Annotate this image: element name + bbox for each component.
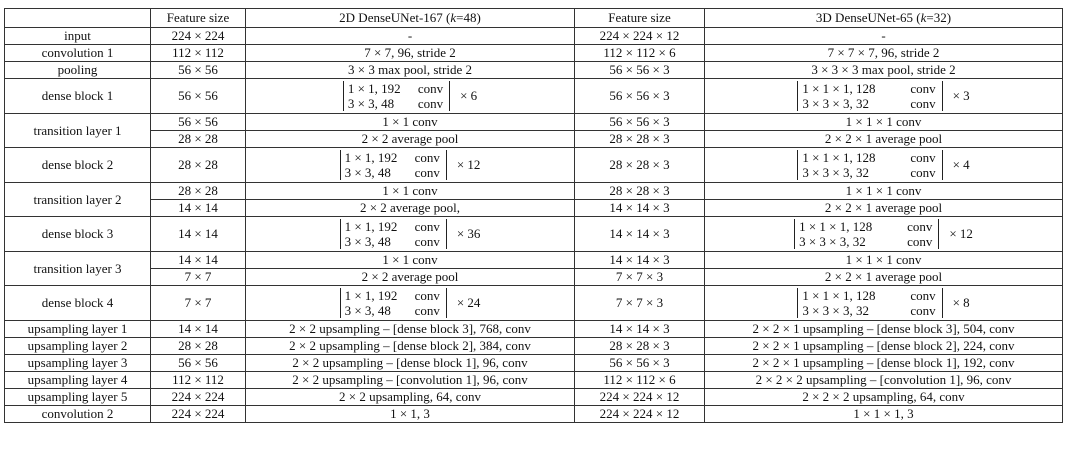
table-row bbox=[5, 183, 1063, 200]
feature-size-3d: 56 × 56 × 3 bbox=[575, 62, 705, 79]
table-row bbox=[5, 321, 1063, 338]
feature-size-2d: 14 × 14 bbox=[151, 321, 246, 338]
feature-size-2d: 56 × 56 bbox=[151, 355, 246, 372]
matrix-line-1: 1 × 1 × 1, 128 bbox=[802, 150, 876, 165]
matrix-line-2: 3 × 3, 48 bbox=[344, 303, 391, 318]
config-3d: - bbox=[705, 28, 1063, 45]
config-2d: 1 × 1, 3 bbox=[246, 406, 575, 423]
matrix-bracket bbox=[340, 150, 447, 180]
repeat-count: × 6 bbox=[460, 88, 478, 103]
header-2d-suffix: =48) bbox=[456, 10, 481, 25]
feature-size-3d: 224 × 224 × 12 bbox=[575, 28, 705, 45]
matrix-line-1: 1 × 1, 192 bbox=[344, 288, 398, 303]
feature-size-3d: 14 × 14 × 3 bbox=[575, 321, 705, 338]
dense-block-matrix-2d bbox=[340, 288, 481, 318]
layer-name: dense block 4 bbox=[5, 286, 151, 321]
config-2d: 1 × 1 conv bbox=[246, 183, 575, 200]
dense-block-matrix-3d bbox=[797, 288, 969, 318]
dense-block-matrix-2d bbox=[343, 81, 477, 111]
feature-size-2d: 28 × 28 bbox=[151, 131, 246, 148]
feature-size-2d: 56 × 56 bbox=[151, 79, 246, 114]
feature-size-3d: 56 × 56 × 3 bbox=[575, 355, 705, 372]
feature-size-2d: 28 × 28 bbox=[151, 148, 246, 183]
feature-size-3d: 112 × 112 × 6 bbox=[575, 372, 705, 389]
table-row bbox=[5, 79, 1063, 114]
layer-name: transition layer 1 bbox=[5, 114, 151, 148]
feature-size-3d: 14 × 14 × 3 bbox=[575, 252, 705, 269]
matrix-bracket bbox=[797, 288, 942, 318]
feature-size-2d: 56 × 56 bbox=[151, 62, 246, 79]
repeat-count: × 4 bbox=[952, 157, 970, 172]
feature-size-2d: 14 × 14 bbox=[151, 252, 246, 269]
layer-name: transition layer 3 bbox=[5, 252, 151, 286]
repeat-count: × 3 bbox=[952, 88, 970, 103]
header-3d-densenet bbox=[705, 9, 1063, 28]
config-3d: 7 × 7 × 7, 96, stride 2 bbox=[705, 45, 1063, 62]
config-3d bbox=[705, 148, 1063, 183]
table-row bbox=[5, 28, 1063, 45]
config-3d: 2 × 2 × 1 average pool bbox=[705, 200, 1063, 217]
layer-name: transition layer 2 bbox=[5, 183, 151, 217]
layer-name: upsampling layer 3 bbox=[5, 355, 151, 372]
table-row bbox=[5, 269, 1063, 286]
matrix-bracket bbox=[340, 219, 447, 249]
layer-name: convolution 1 bbox=[5, 45, 151, 62]
header-row bbox=[5, 9, 1063, 28]
conv-label: conv bbox=[414, 219, 440, 234]
conv-label: conv bbox=[907, 234, 933, 249]
feature-size-3d: 28 × 28 × 3 bbox=[575, 148, 705, 183]
matrix-line-2: 3 × 3 × 3, 32 bbox=[802, 96, 869, 111]
config-2d: 2 × 2 average pool bbox=[246, 131, 575, 148]
repeat-count: × 12 bbox=[456, 157, 481, 172]
layer-name: upsampling layer 5 bbox=[5, 389, 151, 406]
matrix-bracket bbox=[797, 150, 942, 180]
config-2d: 2 × 2 average pool, bbox=[246, 200, 575, 217]
matrix-line-2: 3 × 3, 48 bbox=[347, 96, 395, 111]
dense-block-matrix-3d bbox=[797, 81, 969, 111]
table-row bbox=[5, 286, 1063, 321]
feature-size-2d: 7 × 7 bbox=[151, 286, 246, 321]
header-3d-k: k bbox=[920, 10, 927, 25]
config-3d: 2 × 2 × 1 average pool bbox=[705, 131, 1063, 148]
feature-size-2d: 224 × 224 bbox=[151, 406, 246, 423]
conv-label: conv bbox=[907, 219, 933, 234]
conv-label: conv bbox=[414, 234, 440, 249]
config-2d: - bbox=[246, 28, 575, 45]
config-3d: 1 × 1 × 1, 3 bbox=[705, 406, 1063, 423]
table-row bbox=[5, 200, 1063, 217]
config-3d: 3 × 3 × 3 max pool, stride 2 bbox=[705, 62, 1063, 79]
config-3d: 2 × 2 × 2 upsampling – [convolution 1], 96, conv bbox=[705, 372, 1063, 389]
config-3d bbox=[705, 217, 1063, 252]
feature-size-3d: 14 × 14 × 3 bbox=[575, 200, 705, 217]
config-2d: 1 × 1 conv bbox=[246, 252, 575, 269]
feature-size-2d: 28 × 28 bbox=[151, 183, 246, 200]
matrix-line-1: 1 × 1 × 1, 128 bbox=[799, 219, 873, 234]
header-feature-size-3d: Feature size bbox=[575, 9, 705, 28]
feature-size-3d: 224 × 224 × 12 bbox=[575, 389, 705, 406]
matrix-bracket bbox=[797, 81, 942, 111]
table-row bbox=[5, 372, 1063, 389]
dense-block-matrix-3d bbox=[797, 150, 969, 180]
config-2d: 3 × 3 max pool, stride 2 bbox=[246, 62, 575, 79]
repeat-count: × 8 bbox=[952, 295, 970, 310]
config-3d: 2 × 2 × 1 upsampling – [dense block 2], 224, conv bbox=[705, 338, 1063, 355]
matrix-line-2: 3 × 3 × 3, 32 bbox=[802, 165, 869, 180]
feature-size-2d: 224 × 224 bbox=[151, 389, 246, 406]
matrix-line-1: 1 × 1, 192 bbox=[347, 81, 401, 96]
conv-label: conv bbox=[910, 150, 936, 165]
header-3d-suffix: =32) bbox=[926, 10, 952, 25]
architecture-table bbox=[4, 8, 1063, 423]
conv-label: conv bbox=[414, 288, 440, 303]
matrix-line-1: 1 × 1 × 1, 128 bbox=[802, 81, 876, 96]
config-3d: 1 × 1 × 1 conv bbox=[705, 252, 1063, 269]
table-row bbox=[5, 338, 1063, 355]
layer-name: upsampling layer 4 bbox=[5, 372, 151, 389]
config-3d: 1 × 1 × 1 conv bbox=[705, 114, 1063, 131]
feature-size-3d: 28 × 28 × 3 bbox=[575, 131, 705, 148]
repeat-count: × 12 bbox=[949, 226, 973, 241]
feature-size-2d: 56 × 56 bbox=[151, 114, 246, 131]
layer-name: dense block 3 bbox=[5, 217, 151, 252]
config-3d: 2 × 2 × 1 upsampling – [dense block 3], 504, conv bbox=[705, 321, 1063, 338]
matrix-line-1: 1 × 1 × 1, 128 bbox=[802, 288, 876, 303]
table-row bbox=[5, 114, 1063, 131]
conv-label: conv bbox=[910, 96, 936, 111]
dense-block-matrix-3d bbox=[794, 219, 973, 249]
table-row bbox=[5, 406, 1063, 423]
config-2d bbox=[246, 217, 575, 252]
config-3d: 2 × 2 × 1 upsampling – [dense block 1], 192, conv bbox=[705, 355, 1063, 372]
table-row bbox=[5, 45, 1063, 62]
matrix-line-2: 3 × 3, 48 bbox=[344, 165, 391, 180]
config-2d bbox=[246, 286, 575, 321]
feature-size-2d: 28 × 28 bbox=[151, 338, 246, 355]
feature-size-3d: 28 × 28 × 3 bbox=[575, 183, 705, 200]
repeat-count: × 24 bbox=[456, 295, 481, 310]
table-row bbox=[5, 148, 1063, 183]
header-layer bbox=[5, 9, 151, 28]
config-2d: 2 × 2 upsampling – [dense block 1], 96, conv bbox=[246, 355, 575, 372]
header-3d-prefix: 3D DenseUNet-65 ( bbox=[815, 10, 921, 25]
layer-name: upsampling layer 2 bbox=[5, 338, 151, 355]
config-3d: 2 × 2 × 1 average pool bbox=[705, 269, 1063, 286]
matrix-line-2: 3 × 3 × 3, 32 bbox=[802, 303, 869, 318]
feature-size-3d: 7 × 7 × 3 bbox=[575, 269, 705, 286]
matrix-line-1: 1 × 1, 192 bbox=[344, 150, 398, 165]
header-2d-k: k bbox=[450, 10, 457, 25]
feature-size-3d: 56 × 56 × 3 bbox=[575, 79, 705, 114]
config-2d: 2 × 2 upsampling, 64, conv bbox=[246, 389, 575, 406]
matrix-line-2: 3 × 3 × 3, 32 bbox=[799, 234, 866, 249]
header-2d-prefix: 2D DenseUNet-167 ( bbox=[339, 10, 451, 25]
conv-label: conv bbox=[417, 81, 444, 96]
config-2d: 2 × 2 average pool bbox=[246, 269, 575, 286]
table-row bbox=[5, 252, 1063, 269]
config-3d: 1 × 1 × 1 conv bbox=[705, 183, 1063, 200]
config-2d bbox=[246, 79, 575, 114]
feature-size-2d: 14 × 14 bbox=[151, 217, 246, 252]
feature-size-3d: 224 × 224 × 12 bbox=[575, 406, 705, 423]
matrix-line-2: 3 × 3, 48 bbox=[344, 234, 391, 249]
config-2d: 7 × 7, 96, stride 2 bbox=[246, 45, 575, 62]
table-row bbox=[5, 62, 1063, 79]
layer-name: upsampling layer 1 bbox=[5, 321, 151, 338]
layer-name: input bbox=[5, 28, 151, 45]
conv-label: conv bbox=[414, 303, 440, 318]
matrix-line-1: 1 × 1, 192 bbox=[344, 219, 398, 234]
config-2d: 1 × 1 conv bbox=[246, 114, 575, 131]
matrix-bracket bbox=[343, 81, 450, 111]
feature-size-3d: 112 × 112 × 6 bbox=[575, 45, 705, 62]
repeat-count: × 36 bbox=[456, 226, 481, 241]
table-row bbox=[5, 217, 1063, 252]
feature-size-2d: 112 × 112 bbox=[151, 372, 246, 389]
config-2d bbox=[246, 148, 575, 183]
layer-name: dense block 1 bbox=[5, 79, 151, 114]
conv-label: conv bbox=[910, 288, 936, 303]
conv-label: conv bbox=[910, 165, 936, 180]
feature-size-3d: 7 × 7 × 3 bbox=[575, 286, 705, 321]
table-row bbox=[5, 389, 1063, 406]
feature-size-3d: 14 × 14 × 3 bbox=[575, 217, 705, 252]
feature-size-3d: 28 × 28 × 3 bbox=[575, 338, 705, 355]
dense-block-matrix-2d bbox=[340, 219, 481, 249]
conv-label: conv bbox=[414, 165, 440, 180]
table-row bbox=[5, 131, 1063, 148]
architecture-table-container bbox=[4, 8, 1063, 423]
config-2d: 2 × 2 upsampling – [dense block 2], 384, conv bbox=[246, 338, 575, 355]
dense-block-matrix-2d bbox=[340, 150, 481, 180]
matrix-bracket bbox=[794, 219, 939, 249]
layer-name: dense block 2 bbox=[5, 148, 151, 183]
config-2d: 2 × 2 upsampling – [convolution 1], 96, conv bbox=[246, 372, 575, 389]
feature-size-2d: 224 × 224 bbox=[151, 28, 246, 45]
feature-size-2d: 7 × 7 bbox=[151, 269, 246, 286]
config-3d bbox=[705, 286, 1063, 321]
matrix-bracket bbox=[340, 288, 447, 318]
config-3d: 2 × 2 × 2 upsampling, 64, conv bbox=[705, 389, 1063, 406]
feature-size-3d: 56 × 56 × 3 bbox=[575, 114, 705, 131]
config-2d: 2 × 2 upsampling – [dense block 3], 768, conv bbox=[246, 321, 575, 338]
feature-size-2d: 112 × 112 bbox=[151, 45, 246, 62]
layer-name: convolution 2 bbox=[5, 406, 151, 423]
header-feature-size-2d: Feature size bbox=[151, 9, 246, 28]
feature-size-2d: 14 × 14 bbox=[151, 200, 246, 217]
layer-name: pooling bbox=[5, 62, 151, 79]
config-3d bbox=[705, 79, 1063, 114]
conv-label: conv bbox=[417, 96, 444, 111]
conv-label: conv bbox=[910, 303, 936, 318]
conv-label: conv bbox=[910, 81, 936, 96]
header-2d-densenet bbox=[246, 9, 575, 28]
conv-label: conv bbox=[414, 150, 440, 165]
table-row bbox=[5, 355, 1063, 372]
